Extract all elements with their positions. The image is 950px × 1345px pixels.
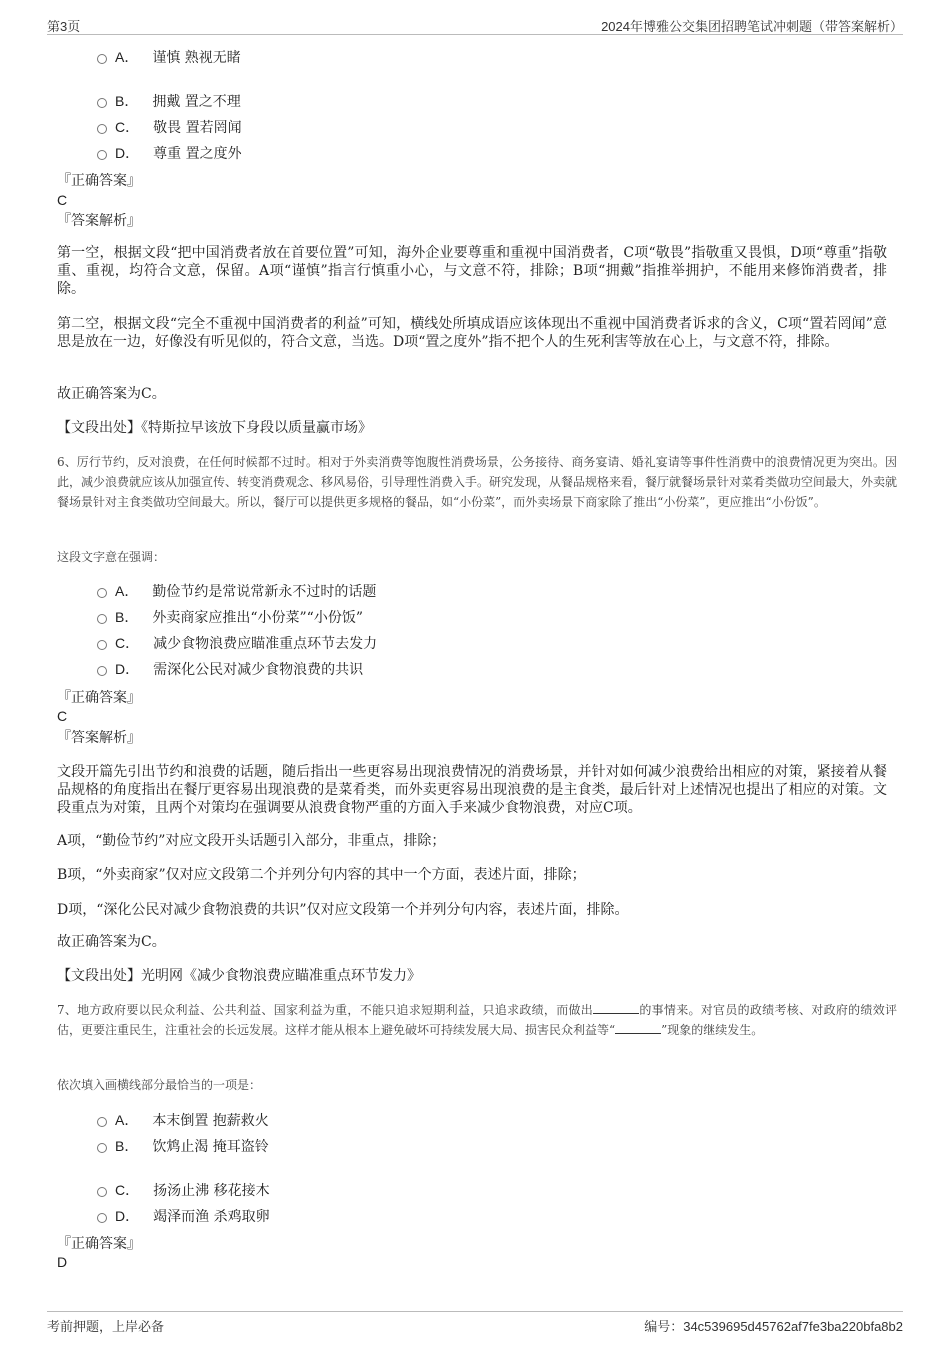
footer-code: 编号：34c539695d45762af7fe3ba220bfa8b2 bbox=[644, 1319, 903, 1334]
radio-icon[interactable] bbox=[97, 124, 107, 134]
radio-icon[interactable] bbox=[97, 640, 107, 650]
option-text: 尊重 置之度外 bbox=[153, 146, 242, 162]
q6-answer: C bbox=[57, 708, 68, 724]
radio-icon[interactable] bbox=[97, 1187, 107, 1197]
q6-option-b[interactable]: B． 外卖商家应推出“小份菜”“小份饭” bbox=[97, 607, 363, 628]
radio-icon[interactable] bbox=[97, 614, 107, 624]
option-text: 减少食物浪费应瞄准重点环节去发力 bbox=[153, 636, 378, 652]
option-text: 拥戴 置之不理 bbox=[152, 94, 241, 110]
option-text: 勤俭节约是常说常新永不过时的话题 bbox=[152, 584, 377, 600]
q6-analysis-label: 『答案解析』 bbox=[57, 730, 141, 746]
q6-option-d[interactable]: D． 需深化公民对减少食物浪费的共识 bbox=[97, 659, 363, 680]
q6-analysis-b: B项，“外卖商家”仅对应文段第二个并列分句内容的其中一个方面，表述片面，排除； bbox=[57, 867, 586, 883]
q6-analysis-conclusion: 故正确答案为C。 bbox=[57, 934, 166, 950]
q7-option-c[interactable]: C． 扬汤止沸 移花接木 bbox=[97, 1180, 270, 1201]
radio-icon[interactable] bbox=[97, 54, 107, 64]
q6-analysis-a: A项，“勤俭节约”对应文段开头话题引入部分，非重点，排除； bbox=[57, 833, 446, 849]
q5-option-b[interactable]: B． 拥戴 置之不理 bbox=[97, 91, 241, 112]
option-text: 饮鸩止渴 掩耳盗铃 bbox=[152, 1139, 269, 1155]
fill-blank-2[interactable] bbox=[615, 1021, 661, 1034]
option-text: 谨慎 熟视无睹 bbox=[152, 50, 241, 66]
q7-option-a[interactable]: A． 本末倒置 抱薪救火 bbox=[97, 1110, 269, 1131]
q7-prompt: 依次填入画横线部分最恰当的一项是： bbox=[57, 1078, 262, 1092]
q5-option-d[interactable]: D． 尊重 置之度外 bbox=[97, 143, 242, 164]
option-text: 本末倒置 抱薪救火 bbox=[152, 1113, 269, 1129]
footer-slogan: 考前押题，上岸必备 bbox=[47, 1319, 165, 1334]
q5-analysis-p1: 第一空，根据文段“把中国消费者放在首要位置”可知，海外企业要尊重和重视中国消费者，C项“敬畏”指敬重又畏惧，D项“尊重”指敬重、重视，均符合文意，保留。A项“谨慎”指言行慎重小心，与文意不符，排除；B项“拥戴”指推举拥护，不能用来修饰消费者，排除。 bbox=[57, 245, 887, 297]
q5-analysis-label: 『答案解析』 bbox=[57, 213, 141, 229]
q5-source: 【文段出处】《特斯拉早该放下身段以质量赢市场》 bbox=[57, 420, 372, 436]
q6-source: 【文段出处】光明网《减少食物浪费应瞄准重点环节发力》 bbox=[57, 968, 421, 984]
q5-analysis-p2: 第二空，根据文段“完全不重视中国消费者的利益”可知，横线处所填成语应该体现出不重视中国消费者诉求的含义，C项“置若罔闻”意思是放在一边，好像没有听见似的，符合文意，当选。D项“置之度外”指不把个人的生死利害等放在心上，与文意不符，排除。 bbox=[57, 316, 887, 350]
document-title: 2024年博雅公交集团招聘笔试冲刺题（带答案解析） bbox=[601, 19, 903, 34]
q7-option-b[interactable]: B． 饮鸩止渴 掩耳盗铃 bbox=[97, 1136, 269, 1157]
q7-answer-label: 『正确答案』 bbox=[57, 1236, 141, 1252]
q6-analysis-d: D项，“深化公民对减少食物浪费的共识”仅对应文段第一个并列分句内容，表述片面，排除。 bbox=[57, 902, 629, 918]
q5-analysis-conclusion: 故正确答案为C。 bbox=[57, 386, 166, 402]
q6-analysis-p1: 文段开篇先引出节约和浪费的话题，随后指出一些更容易出现浪费情况的消费场景，并针对如何减少浪费给出相应的对策，紧接着从餐品规格的角度指出在餐厅更容易出现浪费的是菜肴类，而外卖更容易出现浪费的是主食类，最后针对上述情况也提出了相应的对策。文段重点为对策，且两个对策均在强调要从浪费食物严重的方面入手来减少食物浪费，对应C项。 bbox=[57, 764, 887, 816]
radio-icon[interactable] bbox=[97, 1117, 107, 1127]
option-text: 竭泽而渔 杀鸡取卵 bbox=[153, 1209, 270, 1225]
q7-answer: D bbox=[57, 1254, 68, 1270]
q5-answer-label: 『正确答案』 bbox=[57, 173, 141, 189]
radio-icon[interactable] bbox=[97, 150, 107, 160]
q6-option-c[interactable]: C． 减少食物浪费应瞄准重点环节去发力 bbox=[97, 633, 377, 654]
q6-prompt: 这段文字意在强调： bbox=[57, 550, 166, 564]
option-text: 敬畏 置若罔闻 bbox=[153, 120, 242, 136]
page-number: 第3页 bbox=[47, 19, 81, 34]
radio-icon[interactable] bbox=[97, 588, 107, 598]
option-text: 需深化公民对减少食物浪费的共识 bbox=[153, 662, 364, 678]
q5-option-c[interactable]: C． 敬畏 置若罔闻 bbox=[97, 117, 242, 138]
option-text: 扬汤止沸 移花接木 bbox=[153, 1183, 270, 1199]
q5-answer: C bbox=[57, 192, 68, 208]
page-header bbox=[47, 14, 903, 35]
q7-option-d[interactable]: D． 竭泽而渔 杀鸡取卵 bbox=[97, 1206, 270, 1227]
radio-icon[interactable] bbox=[97, 98, 107, 108]
radio-icon[interactable] bbox=[97, 1213, 107, 1223]
q6-answer-label: 『正确答案』 bbox=[57, 690, 141, 706]
q5-option-a[interactable]: A． 谨慎 熟视无睹 bbox=[97, 47, 241, 68]
option-text: 外卖商家应推出“小份菜”“小份饭” bbox=[152, 610, 363, 626]
q6-option-a[interactable]: A． 勤俭节约是常说常新永不过时的话题 bbox=[97, 581, 376, 602]
fill-blank-1[interactable] bbox=[593, 1001, 639, 1014]
radio-icon[interactable] bbox=[97, 666, 107, 676]
page-footer bbox=[47, 1311, 903, 1336]
q6-stem: 6、厉行节约，反对浪费，在任何时候都不过时。相对于外卖消费等饱腹性消费场景，公务接待、商务宴请、婚礼宴请等事件性消费中的浪费情况更为突出。因此，减少浪费就应该从加强宣传、转变消费观念、移风易俗，引导理性消费入手。研究发现，从餐品规格来看，餐厅就餐场景针对菜肴类做功空间最大，外卖就餐场景针对主食类做功空间最大。所以，餐厅可以提供更多规格的餐品，如“小份菜”，而外卖场景下商家除了推出“小份菜”，更应推出“小份饭”。 bbox=[57, 455, 898, 509]
q7-stem: 7、地方政府要以民众利益、公共利益、国家利益为重，不能只追求短期利益，只追求政绩，而做出 的事情来。对官员的政绩考核、对政府的绩效评估，更要注重民生，注重社会的长远发展。这样才能从根本上避免破坏可持续发展大局、损害民众利益等“ ”现象的继续发生。 bbox=[57, 1003, 897, 1037]
radio-icon[interactable] bbox=[97, 1143, 107, 1153]
